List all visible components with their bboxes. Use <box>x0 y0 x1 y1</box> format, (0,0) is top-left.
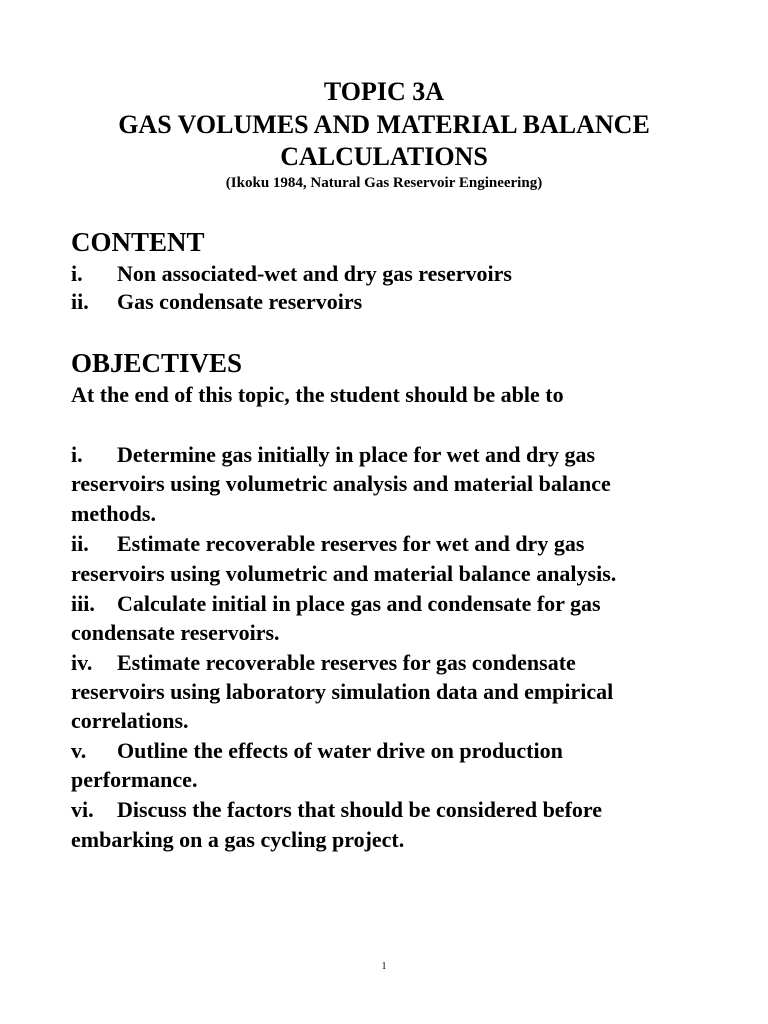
page-title-line-1: GAS VOLUMES AND MATERIAL BALANCE <box>118 110 650 139</box>
objective-text-continued: reservoirs using volumetric analysis and material balance <box>71 471 611 496</box>
list-marker: ii. <box>71 289 89 314</box>
objective-text-continued: reservoirs using laboratory simulation data and empirical <box>71 679 614 704</box>
content-item <box>71 288 362 316</box>
objective-text-continued: condensate reservoirs. <box>71 620 280 645</box>
objective-text-continued: correlations. <box>71 708 189 733</box>
objective-text: Determine gas initially in place for wet and dry gas <box>117 442 596 467</box>
list-marker: iv. <box>71 650 93 675</box>
objective-text: Estimate recoverable reserves for wet and dry gas <box>117 531 585 556</box>
objective-item <box>71 737 563 765</box>
objective-text-continued: methods. <box>71 501 156 526</box>
content-item-text: Gas condensate reservoirs <box>117 289 363 314</box>
page-number: 1 <box>381 961 387 972</box>
list-marker: ii. <box>71 531 89 556</box>
objective-text: Outline the effects of water drive on production <box>117 738 563 763</box>
list-marker: iii. <box>71 591 95 616</box>
content-item <box>71 260 512 288</box>
topic-label: TOPIC 3A <box>323 77 445 106</box>
list-marker: i. <box>71 261 83 286</box>
content-item-text: Non associated-wet and dry gas reservoirs <box>117 261 512 286</box>
objective-text-continued: embarking on a gas cycling project. <box>71 827 405 852</box>
objective-text: Calculate initial in place gas and condensate for gas <box>117 591 601 616</box>
objective-text-continued: performance. <box>71 767 198 792</box>
list-marker: vi. <box>71 797 94 822</box>
list-marker: i. <box>71 442 83 467</box>
objective-item <box>71 530 584 558</box>
objective-text: Estimate recoverable reserves for gas condensate <box>117 650 576 675</box>
objectives-heading: OBJECTIVES <box>71 348 243 378</box>
objective-item <box>71 590 601 618</box>
objective-text-continued: reservoirs using volumetric and material balance analysis. <box>71 561 617 586</box>
list-marker: v. <box>71 738 87 763</box>
objectives-intro: At the end of this topic, the student should be able to <box>71 382 564 407</box>
objective-item <box>71 796 602 824</box>
content-heading: CONTENT <box>71 227 205 257</box>
objective-text: Discuss the factors that should be considered before <box>117 797 603 822</box>
objective-item <box>71 649 576 677</box>
reference-citation: (Ikoku 1984, Natural Gas Reservoir Engineering) <box>225 175 543 191</box>
objective-item <box>71 441 595 469</box>
page-title-line-2: CALCULATIONS <box>280 142 488 171</box>
